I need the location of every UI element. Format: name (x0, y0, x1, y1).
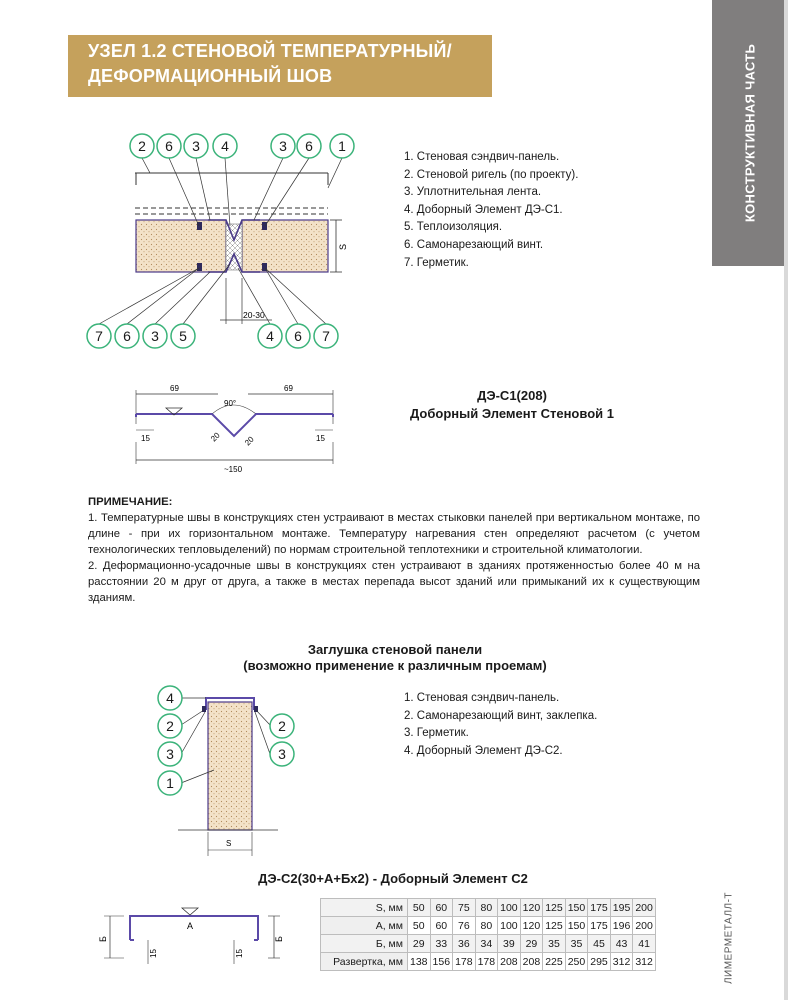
table-cell: 200 (633, 899, 656, 917)
profile-de-c1-caption (392, 388, 632, 421)
legend-1-item: 5. Теплоизоляция. (404, 221, 503, 234)
legend-2-item: 1. Стеновая сэндвич-панель. (404, 692, 560, 704)
legend-2-item: 3. Герметик. (404, 727, 469, 740)
table-cell: 250 (565, 953, 588, 971)
section-title-line1: УЗЕЛ 1.2 СТЕНОВОЙ ТЕМПЕРАТУРНЫЙ/ (88, 41, 452, 61)
table-cell: 150 (565, 899, 588, 917)
spec-table (320, 898, 656, 971)
table-cell: 175 (588, 899, 611, 917)
callout-top-6: 6 (305, 138, 313, 154)
table-cell: 200 (633, 917, 656, 935)
table-row (321, 917, 656, 935)
table-cell: 156 (430, 953, 453, 971)
end-cap-callout-right-2: 3 (278, 746, 286, 762)
table-cell: 178 (475, 953, 498, 971)
table-row-label: Развертка, мм (321, 953, 408, 971)
page-edge-strip (784, 0, 788, 1000)
legend-1-item: 7. Герметик. (404, 256, 469, 269)
callout-bottom-1: 7 (95, 328, 103, 344)
sandwich-panel-left (136, 220, 226, 272)
section-title-bar (68, 35, 492, 97)
table-cell: 33 (430, 935, 453, 953)
table-cell: 225 (543, 953, 566, 971)
table-cell: 76 (453, 917, 476, 935)
callout-bottom-6: 6 (294, 328, 302, 344)
callout-top-1: 2 (138, 138, 146, 154)
table-cell: 80 (475, 917, 498, 935)
end-cap-callout-left-1: 4 (166, 690, 174, 706)
callout-top-3: 3 (192, 138, 200, 154)
table-cell: 175 (588, 917, 611, 935)
end-cap-callout-left-3: 3 (166, 746, 174, 762)
table-cell: 196 (610, 917, 633, 935)
note-paragraph-1: 1. Температурные швы в конструкциях стен устраивают в местах стыковки панелей при вертикальном монтаже, по длине - при их горизонтальном монтаже. Температуру нагревания стен определяют расчетом (с учетом технологических тепловыделений) по нормам строительной теплотехники и строительной климатологии. (88, 512, 700, 556)
callout-top-4: 4 (221, 138, 229, 154)
table-cell: 295 (588, 953, 611, 971)
end-cap-callout-left-2: 2 (166, 718, 174, 734)
legend-1-item: 6. Самонарезающий винт. (404, 238, 544, 251)
end-cap-callout-left-4: 1 (166, 775, 174, 791)
callout-bottom-7: 7 (322, 328, 330, 344)
profile-de-c1-drawing (128, 380, 343, 480)
table-cell: 41 (633, 935, 656, 953)
sandwich-panel-right (242, 220, 328, 272)
legend-1-item: 4. Доборный Элемент ДЭ-С1. (404, 203, 563, 216)
table-cell: 120 (520, 899, 543, 917)
table-cell: 100 (498, 899, 521, 917)
table-row-label: Б, мм (321, 935, 408, 953)
table-row (321, 899, 656, 917)
end-cap-diagram (150, 680, 310, 860)
chapter-side-tab (712, 0, 788, 266)
end-cap-caption (220, 642, 570, 673)
legend-1-item: 1. Стеновая сэндвич-панель. (404, 151, 560, 163)
end-cap-dim-s: S (226, 839, 232, 848)
legend-2 (404, 690, 597, 760)
table-cell: 60 (430, 917, 453, 935)
table-cell: 100 (498, 917, 521, 935)
table-cell: 312 (633, 953, 656, 971)
dim-69-left: 69 (170, 384, 179, 393)
angle-label: 90° (224, 399, 237, 408)
callout-top-2: 6 (165, 138, 173, 154)
table-row-label: S, мм (321, 899, 408, 917)
callout-bottom-4: 5 (179, 328, 187, 344)
table-cell: 50 (408, 917, 431, 935)
table-cell: 35 (543, 935, 566, 953)
table-cell: 195 (610, 899, 633, 917)
table-cell: 35 (565, 935, 588, 953)
profile-de-c2-label-b-right: Б (274, 936, 284, 942)
dim-15-left: 15 (141, 434, 150, 443)
table-cell: 34 (475, 935, 498, 953)
profile-de-c2-label-15: 15 (149, 949, 158, 958)
table-cell: 29 (408, 935, 431, 953)
end-cap-callout-right-1: 2 (278, 718, 286, 734)
table-cell: 120 (520, 917, 543, 935)
table-cell: 43 (610, 935, 633, 953)
profile-de-c2-drawing (84, 902, 284, 972)
legend-2-item: 4. Доборный Элемент ДЭ-С2. (404, 744, 563, 757)
note-block (88, 494, 700, 606)
table-cell: 138 (408, 953, 431, 971)
legend-1-item: 2. Стеновой ригель (по проекту). (404, 168, 579, 181)
table-cell: 75 (453, 899, 476, 917)
chapter-side-tab-label: КОНСТРУКТИВНАЯ ЧАСТЬ (742, 43, 758, 223)
table-cell: 150 (565, 917, 588, 935)
legend-1-item: 3. Уплотнительная лента. (404, 186, 542, 199)
dim-15-right: 15 (316, 434, 325, 443)
table-cell: 50 (408, 899, 431, 917)
callout-bottom-5: 4 (266, 328, 274, 344)
table-cell: 45 (588, 935, 611, 953)
table-cell: 178 (453, 953, 476, 971)
table-cell: 208 (520, 953, 543, 971)
legend-1 (404, 149, 578, 272)
note-heading: ПРИМЕЧАНИЕ: (88, 496, 173, 508)
end-cap-caption-line1: Заглушка стеновой панели (307, 642, 483, 657)
dim-20-right: 20 (243, 434, 256, 448)
table-row (321, 935, 656, 953)
note-paragraph-2: 2. Деформационно-усадочные швы в конструкциях стен устраивают в зданиях протяженностью более 40 м на расстоянии 20 м друг от друга, а также в местах перепада высот зданий или примыканий их к существующим зданиям. (88, 560, 700, 604)
callout-top-7: 1 (338, 138, 346, 154)
brand-vertical-text: ЛИМЕРМЕТАЛЛ-Т (723, 891, 735, 985)
table-cell: 29 (520, 935, 543, 953)
end-cap-panel (208, 702, 252, 830)
callout-bottom-2: 6 (123, 328, 131, 344)
profile-de-c2-label-b: Б (98, 936, 108, 942)
table-cell: 125 (543, 917, 566, 935)
section-title-line2: ДЕФОРМАЦИОННЫЙ ШОВ (88, 66, 333, 86)
legend-2-item: 2. Самонарезающий винт, заклепка. (404, 709, 598, 722)
profile-de-c2-caption: ДЭ-С2(30+А+Бх2) - Доборный Элемент С2 (258, 871, 528, 886)
end-cap-caption-line2: (возможно применение к различным проемам) (243, 658, 547, 673)
table-cell: 208 (498, 953, 521, 971)
table-cell: 80 (475, 899, 498, 917)
brand-vertical (714, 876, 744, 1000)
expansion-joint-diagram (80, 128, 380, 354)
table-cell: 125 (543, 899, 566, 917)
dim-20-left: 20 (209, 430, 222, 444)
callout-bottom-3: 3 (151, 328, 159, 344)
table-row (321, 953, 656, 971)
dim-gap-label: 20-30 (243, 310, 265, 320)
table-cell: 39 (498, 935, 521, 953)
table-cell: 312 (610, 953, 633, 971)
table-row-label: A, мм (321, 917, 408, 935)
profile-de-c1-code: ДЭ-С1(208) (477, 388, 547, 403)
profile-de-c2-label-15-right: 15 (235, 949, 244, 958)
callout-top-5: 3 (279, 138, 287, 154)
dim-s-label: S (338, 243, 348, 250)
dim-69-right: 69 (284, 384, 293, 393)
table-cell: 36 (453, 935, 476, 953)
dim-total: ~150 (224, 465, 243, 474)
profile-de-c1-name: Доборный Элемент Стеновой 1 (410, 406, 614, 421)
profile-de-c2-label-a: А (187, 921, 194, 931)
table-cell: 60 (430, 899, 453, 917)
